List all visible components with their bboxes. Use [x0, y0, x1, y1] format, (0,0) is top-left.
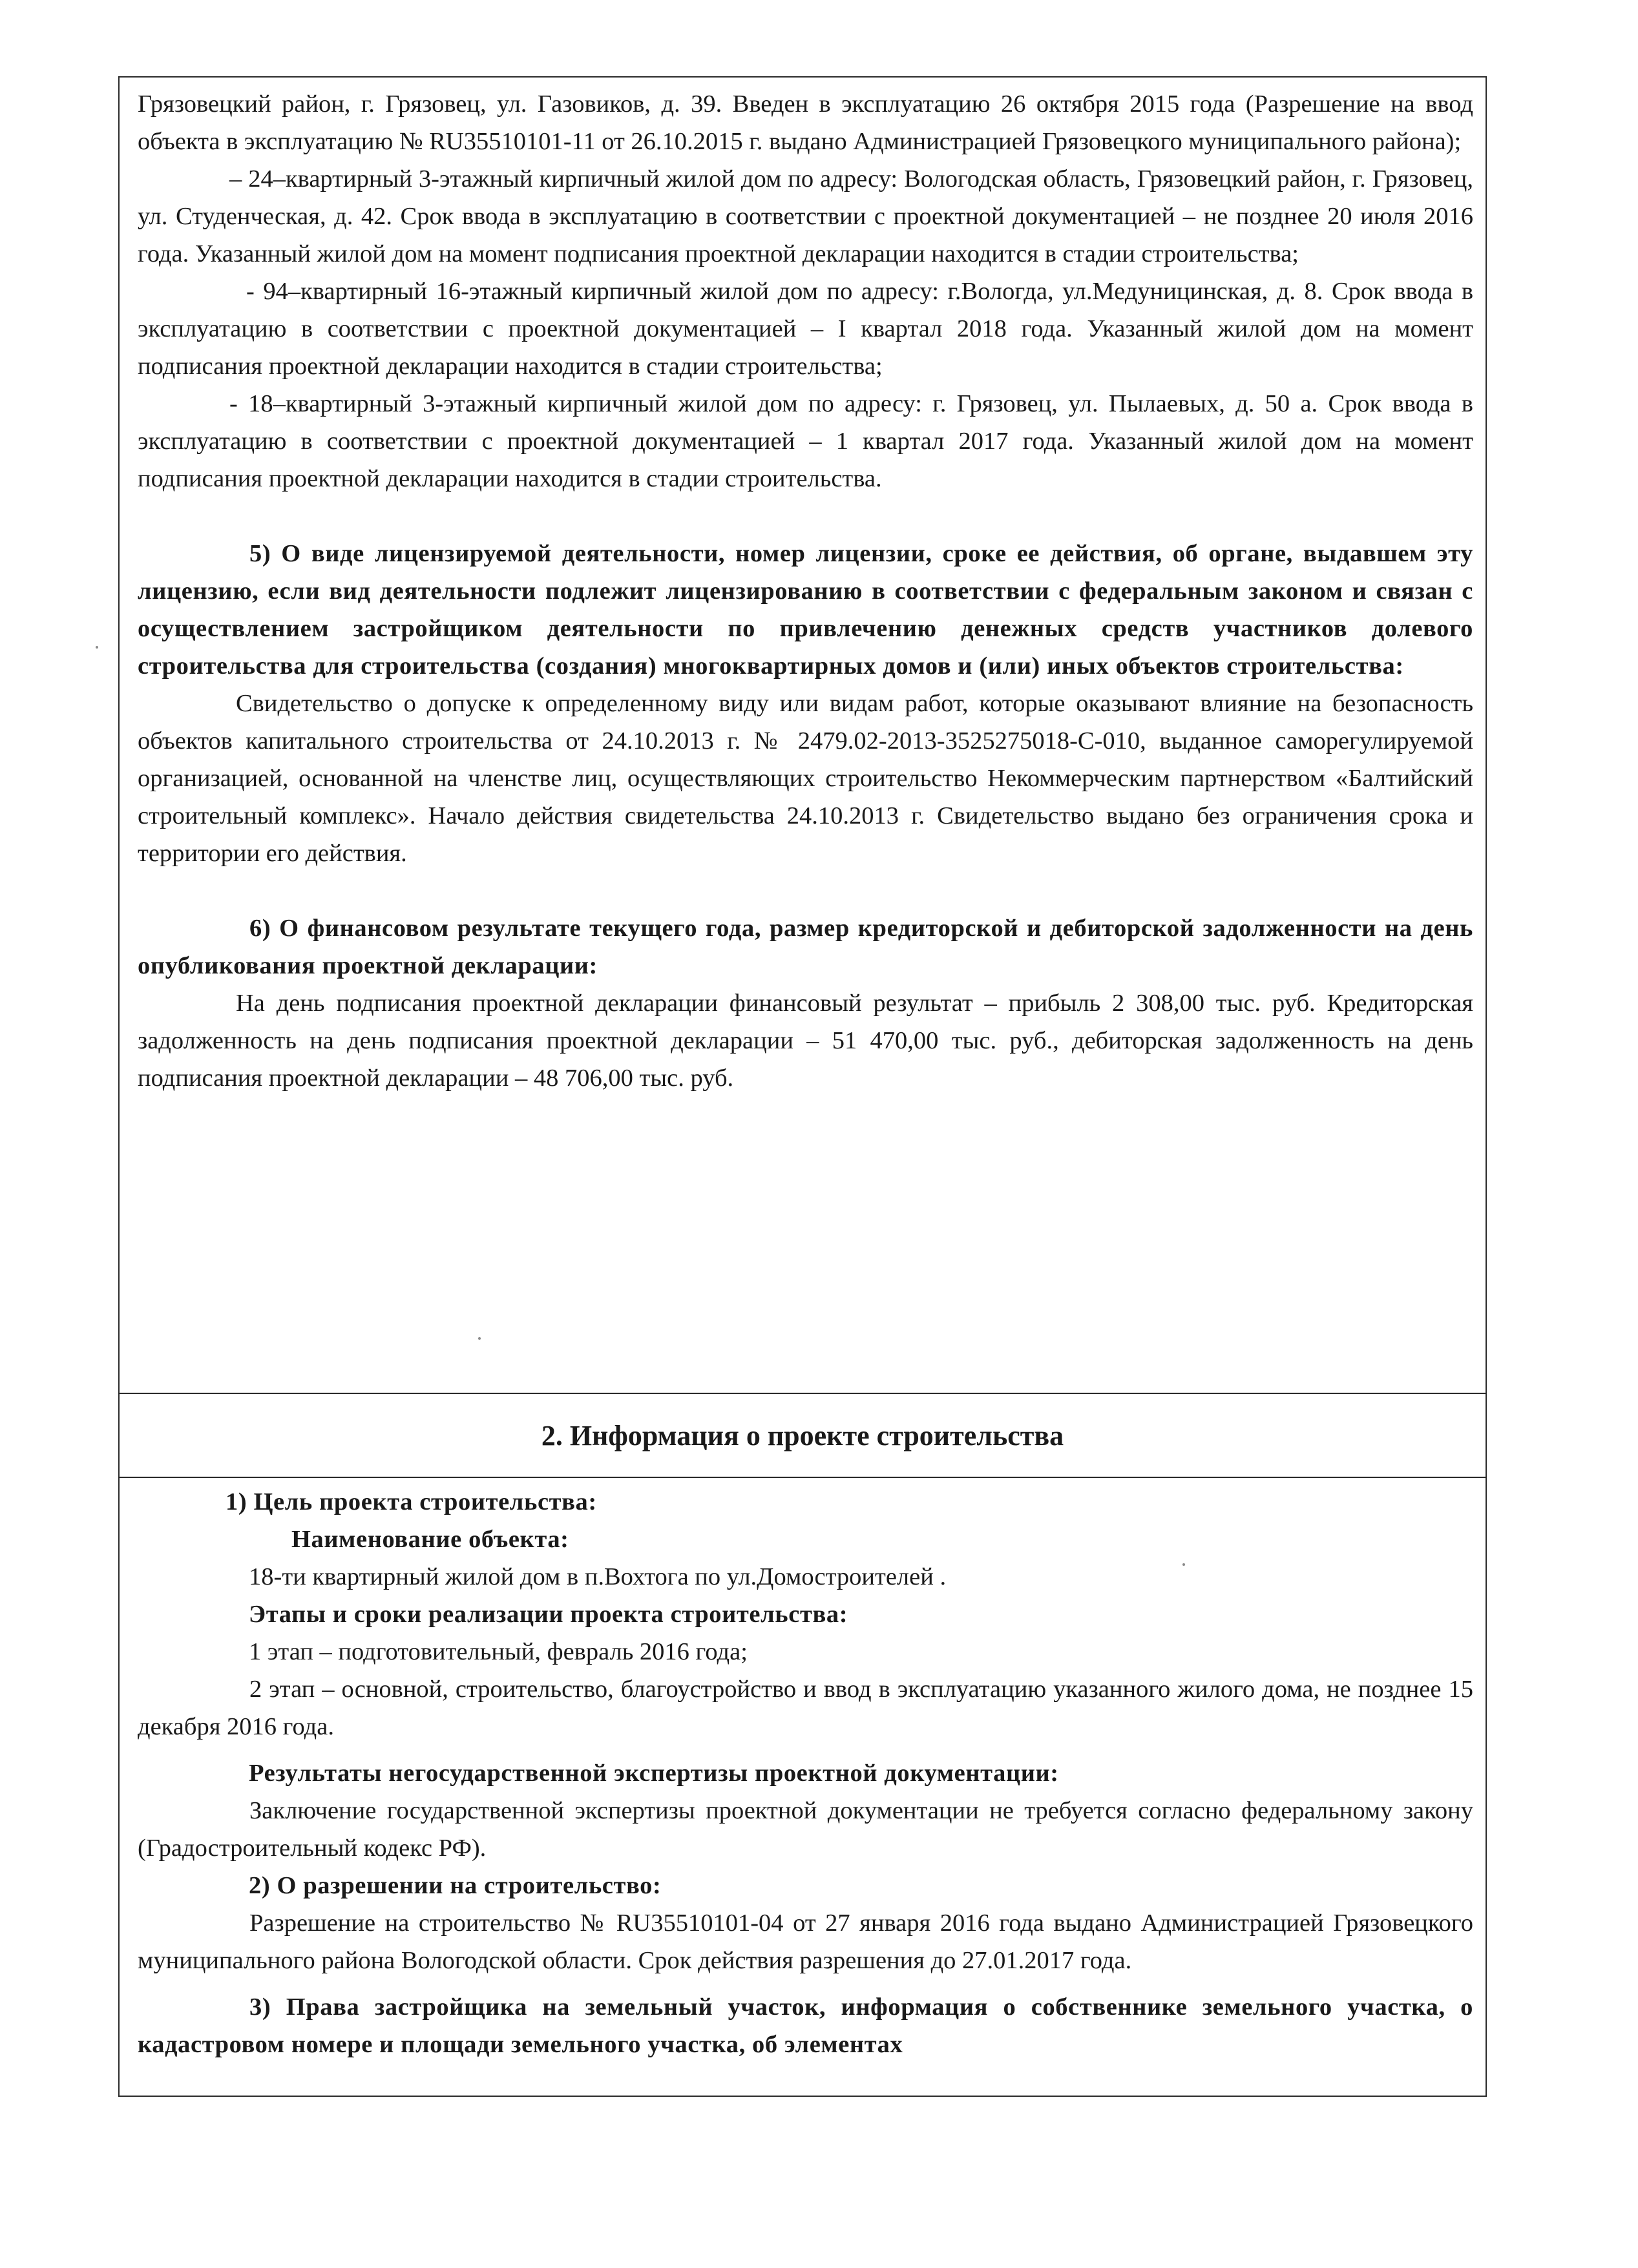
heading-stages: Этапы и сроки реализации проекта строительства:	[249, 1601, 848, 1628]
heading-item-5-license: 5) О виде лицензируемой деятельности, номер лицензии, сроке ее действия, об органе, выдавшем эту лицензию, если вид деятельности подлежит лицензированию в соответствии с федеральным законом и связан с осуществлением застройщиком деятельности по привлечению денежных средств участников долевого строительства для строительства (создания) многоквартирных домов и (или) иных объектов строительства:	[138, 540, 1473, 680]
paragraph-house-medunitsinskaya: - 94–квартирный 16-этажный кирпичный жилой дом по адресу: г.Вологда, ул.Медуницинская, д. 8. Срок ввода в эксплуатацию в соответствии с проектной документацией – I квартал 2018 года. Указанный жилой дом на момент подписания проектной декларации находится в стадии строительства;	[138, 278, 1473, 380]
paragraph-license-text: Свидетельство о допуске к определенному виду или видам работ, которые оказывают влияние на безопасность объектов капитального строительства от 24.10.2013 г. № 2479.02-2013-3525275018-С-010, выданное саморегулируемой организацией, основанной на членстве лиц, осуществляющих строительство Некоммерческим партнерством «Балтийский строительный комплекс». Начало действия свидетельства 24.10.2013 г. Свидетельство выдано без ограничения срока и территории его действия.	[138, 690, 1473, 867]
heading-expertise: Результаты негосударственной экспертизы проектной документации:	[249, 1760, 1059, 1787]
heading-land-rights: 3) Права застройщика на земельный участок, информация о собственнике земельного участка, о кадастровом номере и площади земельного участка, об элементах	[138, 1993, 1473, 2058]
scan-speck	[1182, 1563, 1185, 1566]
paragraph-completed-house: Грязовецкий район, г. Грязовец, ул. Газовиков, д. 39. Введен в эксплуатацию 26 октября 2015 года (Разрешение на ввод объекта в эксплуатацию № RU35510101-11 от 26.10.2015 г. выдано Администрацией Грязовецкого муниципального района);	[138, 90, 1473, 155]
section-2-header	[120, 1394, 1486, 1478]
section-2-title: 2. Информация о проекте строительства	[541, 1419, 1064, 1451]
heading-project-goal: 1) Цель проекта строительства:	[226, 1488, 597, 1515]
heading-item-6-finance: 6) О финансовом результате текущего года, размер кредиторской и дебиторской задолженности на день опубликования проектной декларации:	[138, 915, 1473, 979]
heading-building-permit: 2) О разрешении на строительство:	[249, 1872, 662, 1899]
stage-2-text: 2 этап – основной, строительство, благоустройство и ввод в эксплуатацию указанного жилого дома, не позднее 15 декабря 2016 года.	[138, 1676, 1473, 1740]
paragraph-house-studencheskaya: – 24–квартирный 3-этажный кирпичный жилой дом по адресу: Вологодская область, Грязовецкий район, г. Грязовец, ул. Студенческая, д. 42. Срок ввода в эксплуатацию в соответствии с проектной документацией – не позднее 20 июля 2016 года. Указанный жилой дом на момент подписания проектной декларации находится в стадии строительства;	[138, 165, 1473, 267]
expertise-text: Заключение государственной экспертизы проектной документации не требуется согласно федеральному закону (Градостроительный кодекс РФ).	[138, 1797, 1473, 1862]
scan-speck	[478, 1337, 481, 1340]
stage-1-text: 1 этап – подготовительный, февраль 2016 года;	[249, 1638, 748, 1665]
document-frame	[118, 76, 1487, 2097]
building-permit-text: Разрешение на строительство № RU35510101-04 от 27 января 2016 года выдано Администрацией Грязовецкого муниципального района Вологодской области. Срок действия разрешения до 27.01.2017 года.	[138, 1909, 1473, 1974]
heading-object-name: Наименование объекта:	[291, 1526, 569, 1553]
section-builder-info	[120, 78, 1486, 1394]
paragraph-finance-text: На день подписания проектной декларации финансовый результат – прибыль 2 308,00 тыс. руб. Кредиторская задолженность на день подписания проектной декларации – 51 470,00 тыс. руб., дебиторская задолженность на день подписания проектной декларации – 48 706,00 тыс. руб.	[138, 990, 1473, 1092]
paragraph-house-pylaevykh: - 18–квартирный 3-этажный кирпичный жилой дом по адресу: г. Грязовец, ул. Пылаевых, д. 50 а. Срок ввода в эксплуатацию в соответствии с проектной документацией – 1 квартал 2017 года. Указанный жилой дом на момент подписания проектной декларации находится в стадии строительства.	[138, 390, 1473, 492]
section-project-info	[120, 1478, 1486, 2096]
scan-speck	[96, 646, 98, 649]
object-name-text: 18-ти квартирный жилой дом в п.Вохтога по ул.Домостроителей .	[249, 1563, 947, 1590]
